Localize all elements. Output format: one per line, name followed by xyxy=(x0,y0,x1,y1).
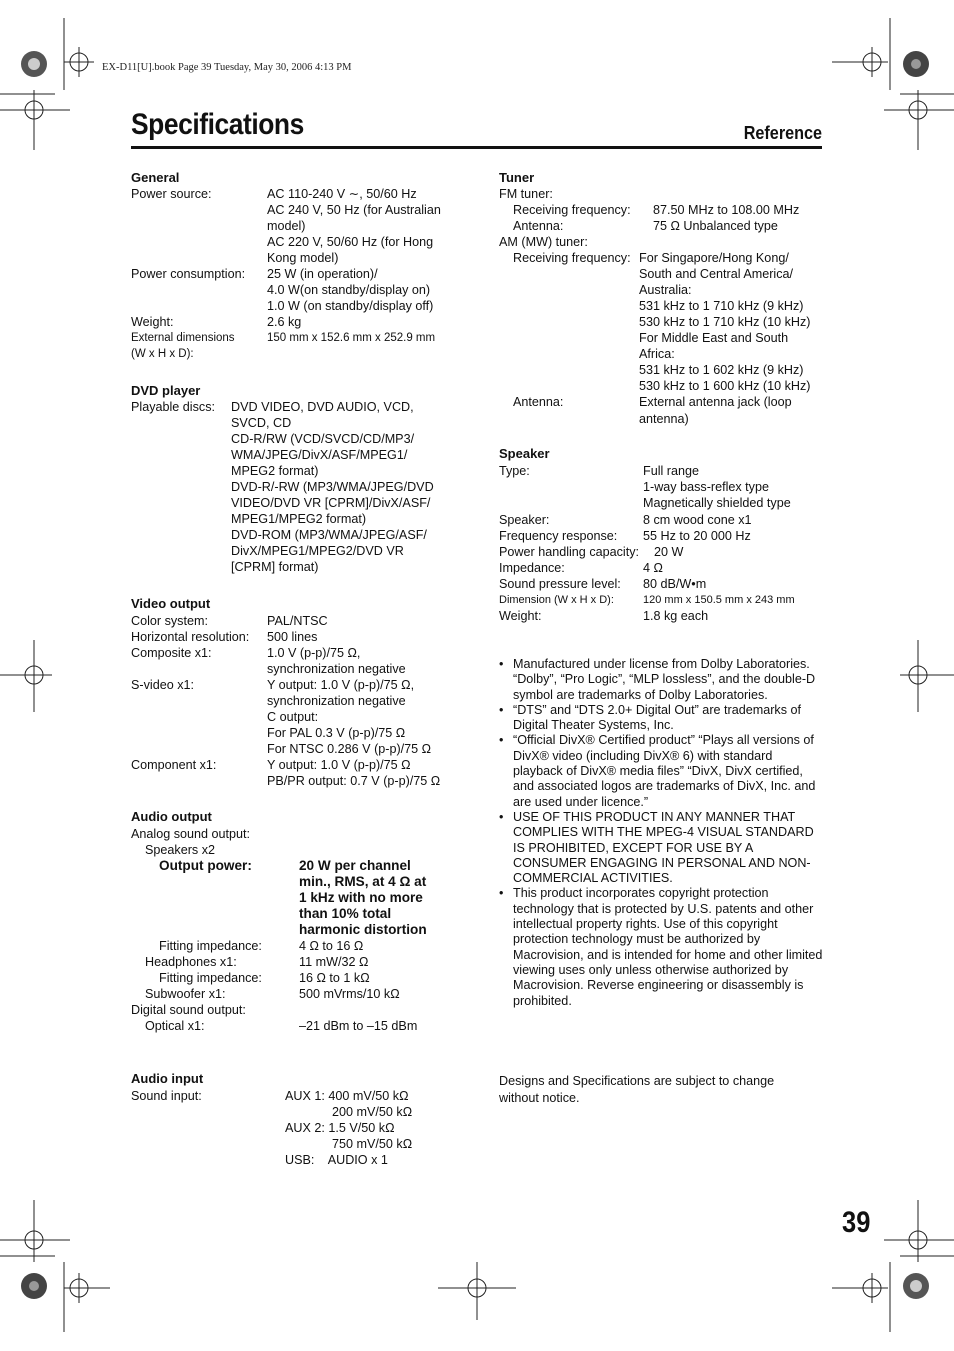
svideo-value: Y output: 1.0 V (p-p)/75 Ω, synchronization negative C output: For PAL 0.3 V (p-p)/75 Ω For NTSC 0.286 V (p-p)/75 Ω xyxy=(267,678,432,756)
speakers-label: Speakers x2 xyxy=(145,843,216,857)
speaker-unit-label: Speaker: xyxy=(499,513,550,527)
composite-label: Composite x1: xyxy=(131,646,212,660)
speaker-dimension-value: 120 mm x 150.5 mm x 243 mm xyxy=(643,594,795,606)
weight-label: Weight: xyxy=(131,315,174,329)
note-mpeg4: • USE OF THIS PRODUCT IN ANY MANNER THAT COMPLIES WITH THE MPEG-4 VISUAL STANDARD IS PROHIBITED, EXCEPT FOR USE BY A CONSUMER ENGAGING IN PERSONAL AND NON-COMMERCIAL ACTIVITIES. xyxy=(499,809,814,886)
subwoofer-value: 500 mVrms/10 kΩ xyxy=(299,987,400,1001)
optical-label: Optical x1: xyxy=(145,1019,205,1033)
fm-antenna-label: Antenna: xyxy=(513,219,564,233)
sound-input-usb: USB: AUDIO x 1 xyxy=(285,1153,388,1167)
speaker-dimension-label: Dimension (W x H x D): xyxy=(499,594,614,606)
subwoofer-label: Subwoofer x1: xyxy=(145,987,226,1001)
output-power-value: 20 W per channel min., RMS, at 4 Ω at 1 kHz with no more than 10% total harmonic distortion xyxy=(299,858,427,937)
note-divx: • “Official DivX® Certified product” “Plays all versions of DivX® video (including DivX® 6) with standard playback of DivX® media files” “DivX, DivX certified, and associated logos are trademarks of DivX, Inc. and are used under licence.” xyxy=(499,733,816,809)
headphones-label: Headphones x1: xyxy=(145,955,237,969)
section-label: Reference xyxy=(743,123,822,143)
power-handling-value: 20 W xyxy=(654,545,684,559)
fitting-impedance-value: 4 Ω to 16 Ω xyxy=(299,939,364,953)
composite-value: 1.0 V (p-p)/75 Ω, synchronization negative xyxy=(267,646,406,676)
am-antenna-label: Antenna: xyxy=(513,395,564,409)
analog-output-label: Analog sound output: xyxy=(131,827,251,841)
output-power-label: Output power: xyxy=(159,858,252,873)
am-antenna-value: External antenna jack (loop antenna) xyxy=(639,395,792,426)
impedance-value: 4 Ω xyxy=(643,561,663,575)
headphone-fitting-value: 16 Ω to 1 kΩ xyxy=(299,971,370,985)
power-handling-label: Power handling capacity: xyxy=(499,545,640,559)
weight-value: 2.6 kg xyxy=(267,315,302,329)
tuner-heading: Tuner xyxy=(499,170,535,185)
horizontal-resolution-value: 500 lines xyxy=(267,630,318,644)
color-system-value: PAL/NTSC xyxy=(267,614,328,628)
speaker-weight-label: Weight: xyxy=(499,609,542,623)
am-tuner-label: AM (MW) tuner: xyxy=(499,235,588,249)
sound-input-aux2: AUX 2: 1.5 V/50 kΩ xyxy=(285,1121,395,1135)
speaker-unit-value: 8 cm wood cone x1 xyxy=(643,513,752,527)
sound-pressure-value: 80 dB/W•m xyxy=(643,577,707,591)
note-dolby: • Manufactured under license from Dolby Laboratories. “Dolby”, “Pro Logic”, “MLP lossless”, and the double-D symbol are trademarks of Dolby Laboratories. xyxy=(499,657,816,702)
audio-output-heading: Audio output xyxy=(131,809,212,824)
note-macrovision: • This product incorporates copyright protection technology that is protected by U.S. patents and other intellectual property rights. Use of this copyright protection technology must be authorized by Macrovision, and is intended for home and other limited viewing uses only unless otherwise authorized by Macrovision. Reverse engineering or disassembly is prohibited. xyxy=(499,886,823,1008)
sound-pressure-label: Sound pressure level: xyxy=(499,577,621,591)
am-receiving-label: Receiving frequency: xyxy=(513,251,631,265)
power-source-label: Power source: xyxy=(131,187,212,201)
svideo-label: S-video x1: xyxy=(131,678,194,692)
playable-discs-value: DVD VIDEO, DVD AUDIO, VCD, SVCD, CD CD-R/RW (VCD/SVCD/CD/MP3/ WMA/JPEG/DivX/ASF/MPEG1/ MPEG2 format) DVD-R/-RW (MP3/WMA/JPEG/DVD VIDEO/DVD VR [CPRM]/DivX/ASF/ MPEG1/MPEG2 format) DVD-ROM (MP3/WMA/JPEG/ASF/ DivX/MPEG1/MPEG2/DVD VR [CPRM] format) xyxy=(231,400,434,574)
fm-receiving-value: 87.50 MHz to 108.00 MHz xyxy=(653,203,800,217)
power-consumption-label: Power consumption: xyxy=(131,267,246,281)
component-value: Y output: 1.0 V (p-p)/75 Ω PB/PR output: 0.7 V (p-p)/75 Ω xyxy=(267,758,441,788)
power-consumption-value: 25 W (in operation)/ 4.0 W(on standby/display on) 1.0 W (on standby/display off) xyxy=(267,267,434,313)
frequency-response-label: Frequency response: xyxy=(499,529,618,543)
digital-output-label: Digital sound output: xyxy=(131,1003,246,1017)
speaker-type-value: Full range 1-way bass-reflex type Magnetically shielded type xyxy=(643,464,791,510)
fm-receiving-label: Receiving frequency: xyxy=(513,203,631,217)
video-output-heading: Video output xyxy=(131,596,211,611)
horizontal-resolution-label: Horizontal resolution: xyxy=(131,630,250,644)
note-dts: • “DTS” and “DTS 2.0+ Digital Out” are trademarks of Digital Theater Systems, Inc. xyxy=(499,702,802,733)
page-number: 39 xyxy=(841,1206,870,1239)
color-system-label: Color system: xyxy=(131,614,208,628)
specifications-disclaimer: Designs and Specifications are subject to change without notice. xyxy=(499,1074,775,1105)
component-label: Component x1: xyxy=(131,758,217,772)
speaker-heading: Speaker xyxy=(499,446,550,461)
fm-tuner-label: FM tuner: xyxy=(499,187,553,201)
impedance-label: Impedance: xyxy=(499,561,565,575)
sound-input-label: Sound input: xyxy=(131,1089,202,1103)
sound-input-aux1: AUX 1: 400 mV/50 kΩ xyxy=(285,1089,409,1103)
dvd-player-heading: DVD player xyxy=(131,383,201,398)
playable-discs-label: Playable discs: xyxy=(131,400,215,414)
headphone-fitting-label: Fitting impedance: xyxy=(159,971,262,985)
sound-input-aux1-alt: 200 mV/50 kΩ xyxy=(332,1105,413,1119)
headphones-value: 11 mW/32 Ω xyxy=(299,955,369,969)
sound-input-aux2-alt: 750 mV/50 kΩ xyxy=(332,1137,413,1151)
dimensions-value: 150 mm x 152.6 mm x 252.9 mm xyxy=(267,332,436,344)
optical-value: –21 dBm to –15 dBm xyxy=(299,1019,418,1033)
fitting-impedance-label: Fitting impedance: xyxy=(159,939,262,953)
general-heading: General xyxy=(131,170,180,185)
fm-antenna-value: 75 Ω Unbalanced type xyxy=(653,219,778,233)
trademark-notes xyxy=(499,657,825,1009)
am-receiving-value: For Singapore/Hong Kong/ South and Central America/ Australia: 531 kHz to 1 710 kHz (9 kHz) 530 kHz to 1 710 kHz (10 kHz) For Middle East and South Africa: 531 kHz to 1 602 kHz (9 kHz) 530 kHz to 1 600 kHz (10 kHz) xyxy=(639,251,811,393)
title-rule xyxy=(131,146,822,149)
book-info: EX-D11[U].book Page 39 Tuesday, May 30, 2006 4:13 PM xyxy=(102,62,352,73)
speaker-weight-value: 1.8 kg each xyxy=(643,609,709,623)
audio-input-heading: Audio input xyxy=(131,1071,204,1086)
speaker-type-label: Type: xyxy=(499,464,530,478)
dimensions-label: External dimensions (W x H x D): xyxy=(131,332,235,360)
frequency-response-value: 55 Hz to 20 000 Hz xyxy=(643,529,751,543)
power-source-value: AC 110-240 V ∼, 50/60 Hz AC 240 V, 50 Hz (for Australian model) AC 220 V, 50/60 Hz (for Hong Kong model) xyxy=(267,187,441,265)
page-title: Specifications xyxy=(131,108,304,141)
